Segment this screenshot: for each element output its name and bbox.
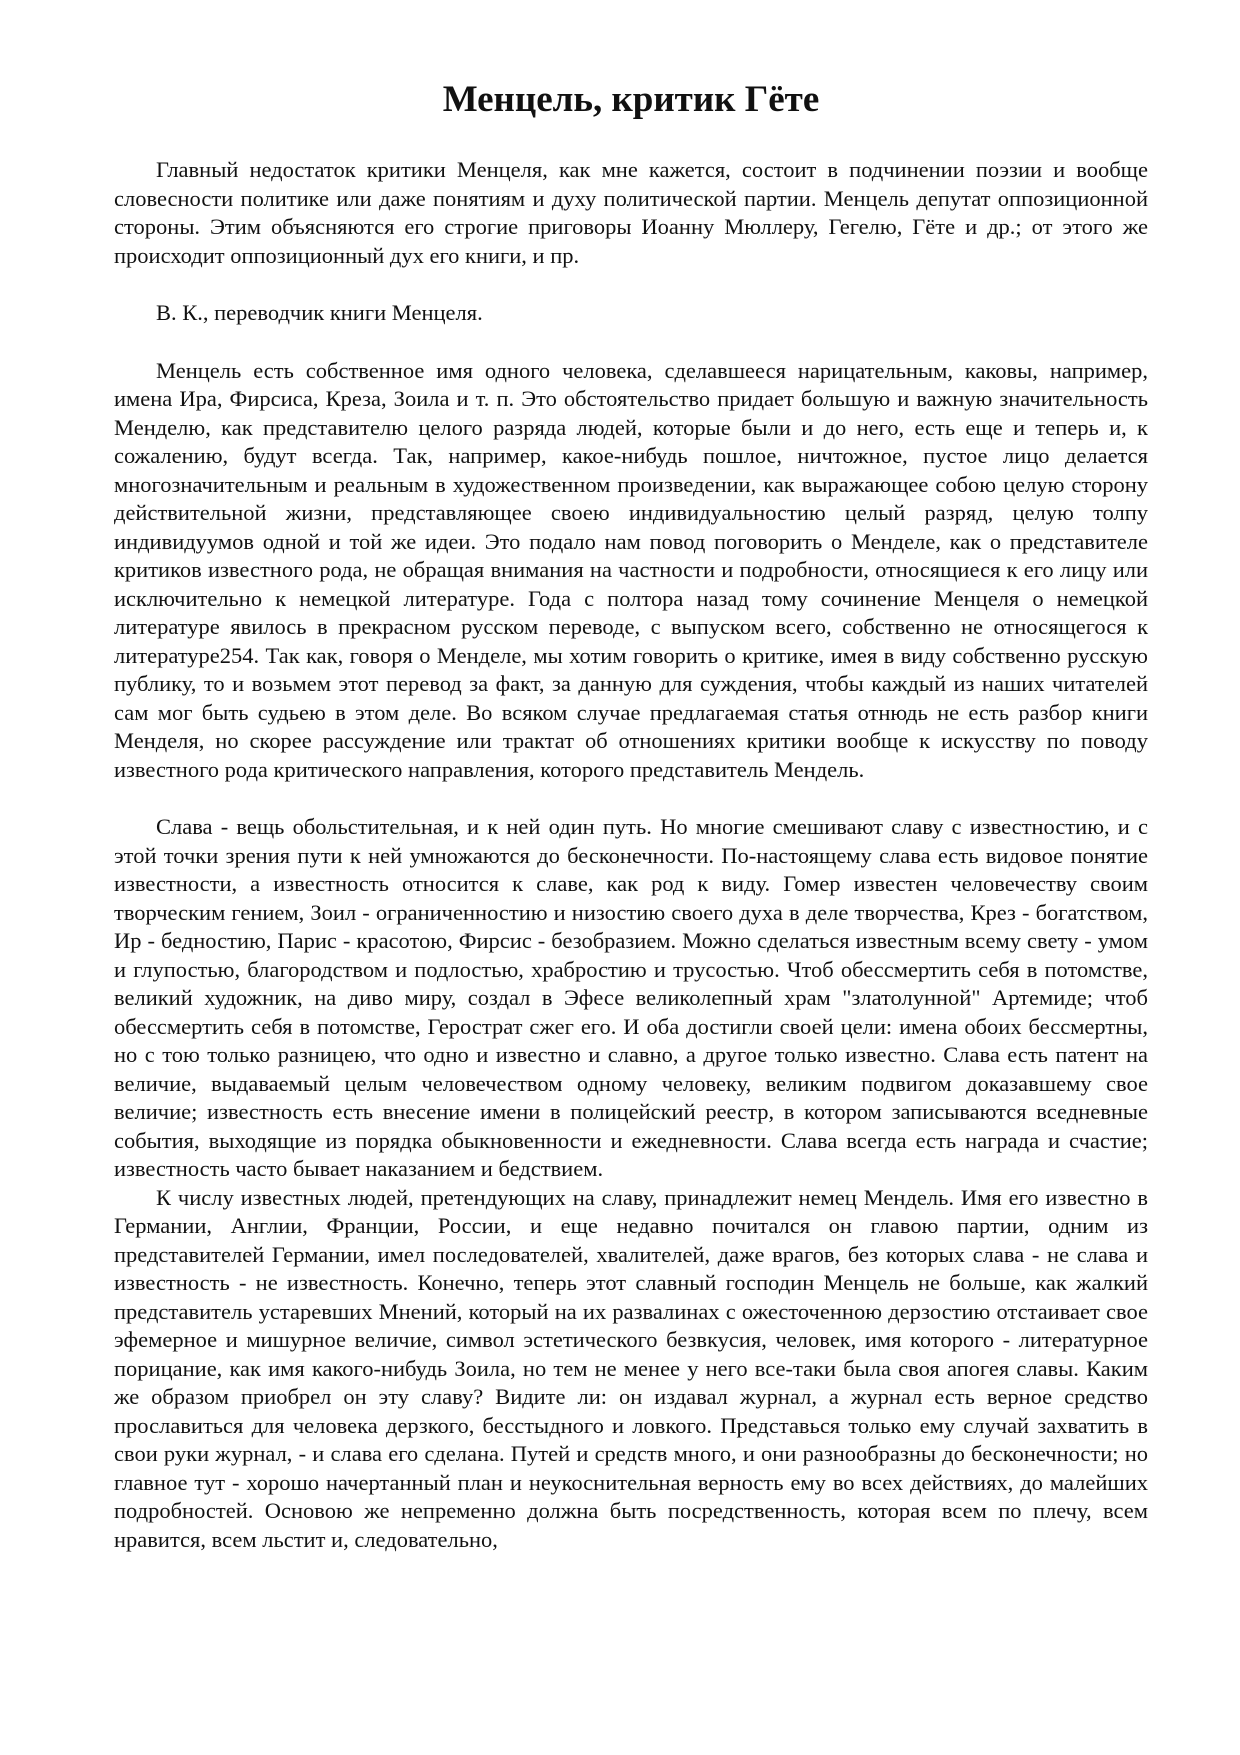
- paragraph-body-3: К числу известных людей, претендующих на славу, принадлежит немец Мендель. Имя его известно в Германии, Англии, Франции, России, и еще недавно почитался он главою партии, одним из представителей Германии, имел последователей, хвалителей, даже врагов, без которых слава - не слава и известность - не известность. Конечно, теперь этот славный господин Менцель не больше, как жалкий представитель устаревших Мнений, который на их развалинах с ожесточенною дерзостию отстаивает свое эфемерное и мишурное величие, символ эстетического безвкусия, человек, имя которого - литературное порицание, как имя какого-нибудь Зоила, но тем не менее у него все-таки была своя апогея славы. Каким же образом приобрел он эту славу? Видите ли: он издавал журнал, а журнал есть верное средство прославиться для человека дерзкого, бесстыдного и ловкого. Представься только ему случай захватить в свои руки журнал, - и слава его сделана. Путей и средств много, и они разнообразны до бесконечности; но главное тут - хорошо начертанный план и неукоснительная верность ему во всех действиях, до малейших подробностей. Основою же непременно должна быть посредственность, которая всем по плечу, всем нравится, всем льстит и, следовательно,: [114, 1184, 1148, 1552]
- paragraph-epigraph: Главный недостаток критики Менцеля, как мне кажется, состоит в подчинении поэзии и вообще словесности политике или даже понятиям и духу политической партии. Менцель депутат оппозиционной стороны. Этим объясняются его строгие приговоры Иоанну Мюллеру, Гегелю, Гёте и др.; от этого же происходит оппозиционный дух его книги, и пр.: [114, 157, 1148, 268]
- paragraph-body-1: Менцель есть собственное имя одного человека, сделавшееся нарицательным, каковы, например, имена Ира, Фирсиса, Креза, Зоила и т. п. Это обстоятельство придает большую и важную значительность Менделю, как представителю целого разряда людей, которые были и до него, есть еще и теперь и, к сожалению, будут всегда. Так, например, какое-нибудь пошлое, ничтожное, пустое лицо делается многозначительным и реальным в художественном произведении, как выражающее собою целую сторону действительной жизни, представляющее своею индивидуальностию целый разряд, целую толпу индивидуумов одной и той же идеи. Это подало нам повод поговорить о Менделе, как о представителе критиков известного рода, не обращая внимания на частности и подробности, относящиеся к его лицу или исключительно к немецкой литературе. Года с полтора назад тому сочинение Менцеля о немецкой литературе явилось в прекрасном русском переводе, с выпуском всего, собственно не относящегося к литературе254. Так как, говоря о Менделе, мы хотим говорить о критике, имея в виду собственно русскую публику, то и возьмем этот перевод за факт, за данную для суждения, чтобы каждый из наших читателей сам мог быть судьею в этом деле. Во всяком случае предлагаемая статья отнюдь не есть разбор книги Менделя, но скорее рассуждение или трактат об отношениях критики вообще к искусству по поводу известного рода критического направления, которого представитель Мендель.: [114, 357, 1148, 782]
- paragraph-body-2: Слава - вещь обольстительная, и к ней один путь. Но многие смешивают славу с известностию, и с этой точки зрения пути к ней умножаются до бесконечности. По-настоящему слава есть видовое понятие известности, а известность относится к славе, как род к виду. Гомер известен человечеству своим творческим гением, Зоил - ограниченностию и низостию своего духа в деле творчества, Крез - богатством, Ир - бедностию, Парис - красотою, Фирсис - безобразием. Можно сделаться известным всему свету - умом и глупостью, благородством и подлостью, храбростию и трусостью. Чтоб обессмертить себя в потомстве, великий художник, на диво миру, создал в Эфесе великолепный храм "златолунной" Артемиде; чтоб обессмертить себя в потомстве, Герострат сжег его. И оба достигли своей цели: имена обоих бессмертны, но с тою только разницею, что одно и известно и славно, а другое только известно. Слава есть патент на величие, выдаваемый целым человечеством одному человеку, великим подвигом доказавшему свое величие; известность есть внесение имени в полицейский реестр, в котором записываются вседневные события, выходящие из порядка обыкновенности и ежедневности. Слава всегда есть награда и счастие; известность часто бывает наказанием и бедствием.: [114, 814, 1148, 1181]
- page-title: Менцель, критик Гёте: [442, 79, 820, 120]
- paragraph-attribution: В. К., переводчик книги Менцеля.: [156, 300, 483, 325]
